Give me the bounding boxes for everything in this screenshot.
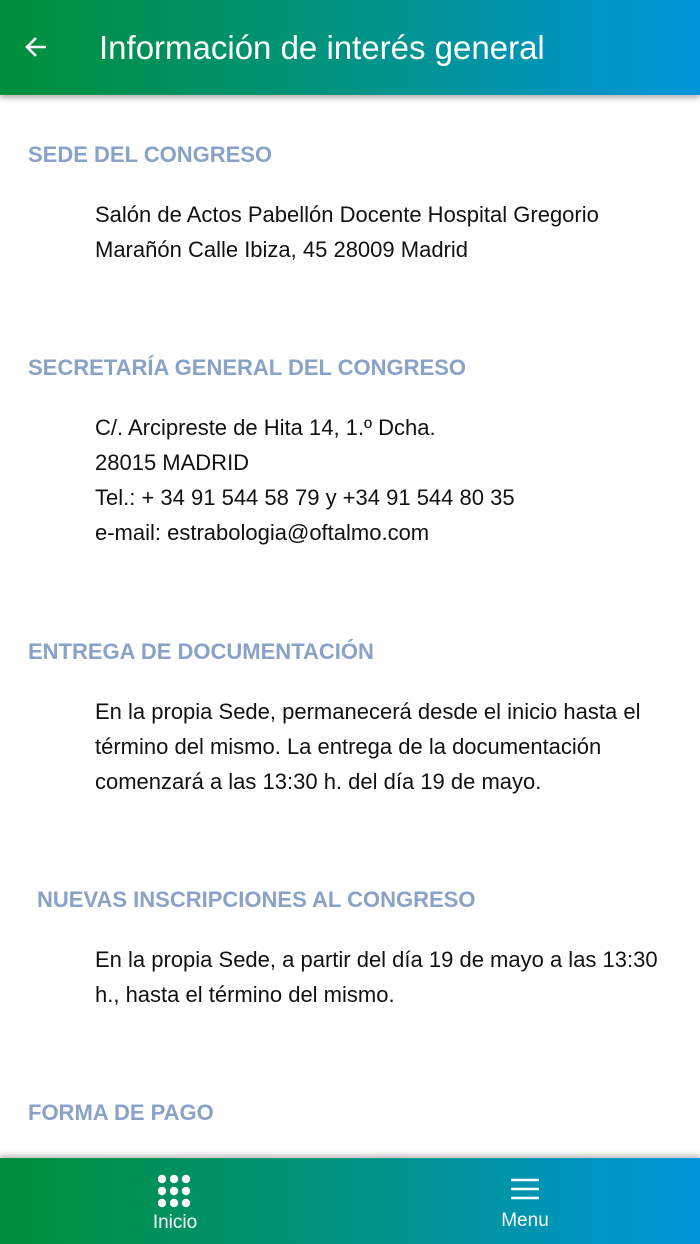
- section-body: [95, 694, 685, 799]
- text-line: 28015 MADRID: [95, 450, 250, 475]
- back-button[interactable]: [22, 30, 52, 64]
- tab-menu[interactable]: [350, 1158, 700, 1244]
- hamburger-menu-icon: [510, 1177, 540, 1201]
- section-body: [95, 410, 685, 550]
- tab-inicio[interactable]: [0, 1158, 350, 1244]
- phone-text[interactable]: Tel.: + 34 91 544 58 79 y +34 91 544 80 35: [95, 485, 515, 510]
- text-line: C/. Arcipreste de Hita 14, 1.º Dcha.: [95, 415, 436, 440]
- page-title: Información de interés general: [99, 29, 545, 66]
- text-line: término del mismo. La entrega de la documentación: [95, 734, 602, 759]
- section-body: [95, 942, 685, 1012]
- text-line: En la propia Sede, a partir del día 19 de mayo a las 13:30: [95, 947, 658, 972]
- bottom-nav: [0, 1158, 700, 1244]
- text-line: h., hasta el término del mismo.: [95, 982, 395, 1007]
- section-heading: NUEVAS INSCRIPCIONES AL CONGRESO: [37, 887, 476, 912]
- app-header: [0, 0, 700, 95]
- section-heading: ENTREGA DE DOCUMENTACIÓN: [28, 639, 374, 664]
- section-heading: SEDE DEL CONGRESO: [28, 142, 273, 167]
- tab-label: Menu: [501, 1210, 549, 1231]
- section-body: [95, 197, 685, 267]
- section-heading: SECRETARÍA GENERAL DEL CONGRESO: [28, 355, 467, 380]
- section-heading: FORMA DE PAGO: [28, 1100, 214, 1125]
- grid-dots-icon: [157, 1174, 191, 1208]
- arrow-left-icon: [22, 30, 52, 64]
- text-line: Salón de Actos Pabellón Docente Hospital Gregorio: [95, 202, 599, 227]
- tab-label: Inicio: [152, 1212, 198, 1233]
- email-text[interactable]: e-mail: estrabologia@oftalmo.com: [95, 520, 430, 545]
- text-line: comenzará a las 13:30 h. del día 19 de mayo.: [95, 769, 542, 794]
- text-line: Marañón Calle Ibiza, 45 28009 Madrid: [95, 237, 469, 262]
- text-line: En la propia Sede, permanecerá desde el inicio hasta el: [95, 699, 641, 724]
